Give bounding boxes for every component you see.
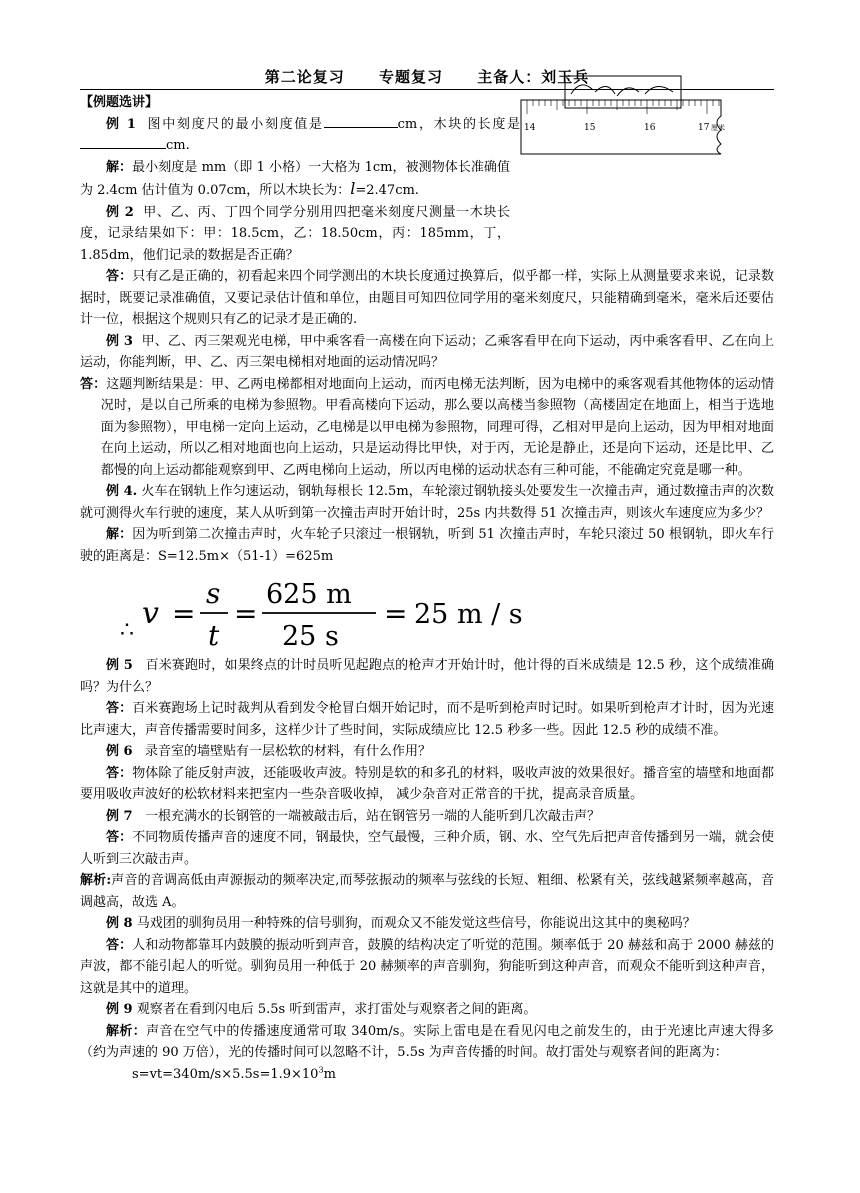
formula-eq1: =	[172, 597, 196, 630]
formula-s: s	[206, 577, 221, 610]
formula-t: t	[208, 619, 220, 652]
ex9-question: 例 9 观察者在看到闪电后 5.5s 听到雷声，求打雷处与观察者之间的距离。	[106, 1002, 537, 1017]
ex2-answer: 答：只有乙是正确的，初看起来四个同学测出的木块长度通过换算后，似乎都一样，实际上从测量要求来说，记录数据时，既要记录准确值，又要记录估计值和单位，由题目可知四位同学用的毫米刻度尺，只能精确到毫米，毫米后还要估计一位，根据这个规则只有乙的记录才是正确的.	[80, 269, 774, 327]
ex7-analysis: 解析:声音的音调高低由声源振动的频率决定,而琴弦振动的频率与弦线的长短、粗细、松紧有关，弦线越紧频率越高，音调越高，故选 A。	[80, 873, 774, 910]
header-part2: 专题复习	[378, 68, 443, 86]
ex5-answer: 答：百米赛跑场上记时裁判从看到发令枪冒白烟开始记时，而不是听到枪声时记时。如果听到枪声才计时，因为光速比声速大，声音传播需要时间多，这样少计了些时间，实际成绩应比 12.5 秒多一些。因此 12.5 秒的成绩不准。	[80, 701, 774, 738]
ex3-question: 例 3 甲、乙、丙三架观光电梯，甲中乘客看一高楼在向下运动；乙乘客看甲在向下运动，丙中乘客看甲、乙在向上运动，你能判断，甲、乙、丙三架电梯相对地面的运动情况吗？	[80, 333, 774, 370]
velocity-formula	[80, 567, 774, 655]
ex5-question: 例 5 百米赛跑时，如果终点的计时员听见起跑点的枪声才开始计时，他计得的百米成绩是 12.5 秒，这个成绩准确吗？为什么？	[80, 658, 774, 695]
therefore-sign: ∴	[120, 618, 134, 643]
ex8-answer: 答：人和动物都靠耳内鼓膜的振动听到声音，鼓膜的结构决定了听觉的范围。频率低于 20 赫兹和高于 2000 赫兹的声波，都不能引起人的听觉。驯狗员用一种低于 20 赫频率的声音驯狗，狗能听到这种声音，而观众不能听到这种声音，这就是其中的道理。	[80, 937, 774, 996]
ex6-question: 例 6 录音室的墙壁贴有一层松软的材料，有什么作用？	[106, 744, 431, 759]
ruler-unit: 厘米	[711, 124, 725, 132]
ex2-question: 例 2 甲、乙、丙、丁四个同学分别用四把毫米刻度尺测量一木块长度，记录结果如下：甲：18.5cm，乙：18.50cm，丙：185mm，丁，1.85dm，他们记录的数据是否正确？	[80, 204, 510, 263]
ex1-question: 例 1 图中刻度尺的最小刻度值是 cm，木块的长度是cm.	[80, 114, 520, 157]
ex8-question: 例 8 马戏团的驯狗员用一种特殊的信号驯狗，而观众又不能发觉这些信号，你能说出这其中的奥秘吗？	[106, 916, 696, 931]
tick-label-15: 15	[584, 123, 596, 133]
section-title: 【例题选讲】	[80, 95, 159, 110]
formula-den: 25 s	[282, 621, 339, 652]
ex1-label: 例 1	[106, 116, 136, 132]
ex4-answer: 解：因为听到第二次撞击声时，火车轮子只滚过一根钢轨，听到 51 次撞击声时，车轮只滚过 50 根钢轨，即火车行驶的距离是：S=12.5m×（51-1）=625m	[80, 527, 774, 564]
ex1-blank-1[interactable]	[324, 115, 398, 128]
ex7-answer: 答：不同物质传播声音的速度不同，钢最快，空气最慢，三种介质，钢、水、空气先后把声音传播到另一端，就会使人听到三次敲击声。	[80, 830, 774, 867]
formula-result: 25 m / s	[414, 599, 523, 630]
ex6-answer: 答：物体除了能反射声波，还能吸收声波。特别是软的和多孔的材料，吸收声波的效果很好。播音室的墙壁和地面都要用吸收声波好的松软材料来把室内一些杂音吸收掉， 减少杂音对正常音的干扰，提高录音质量。	[80, 765, 774, 802]
formula-eq2: =	[234, 597, 258, 630]
ex1-blank-2[interactable]	[80, 136, 166, 149]
ex4-question: 例 4. 火车在钢轨上作匀速运动，钢轨每根长 12.5m，车轮滚过钢轨接头处要发生一次撞击声，通过数撞击声的次数就可测得火车行驶的速度，某人从听到第一次撞击声时开始计时，25s 内共数得 51 次撞击声，则该火车速度应为多少？	[80, 484, 774, 521]
formula-num: 625 m	[266, 579, 352, 610]
formula-eq3: =	[384, 597, 408, 630]
header-part3: 主备人：刘玉兵	[477, 68, 590, 86]
ex7-question: 例 7 一根充满水的长钢管的一端被敲击后，站在钢管另一端的人能听到几次敲击声？	[106, 808, 600, 824]
tick-label-17: 17	[698, 123, 710, 133]
header-part1: 第二论复习	[264, 68, 345, 86]
ex9-answer: 解析：声音在空气中的传播速度通常可取 340m/s。实际上雷电是在看见闪电之前发生的，由于光速比声速大得多（约为声速的 90 万倍），光的传播时间可以忽略不计，5.5s 为声音传播的时间。故打雷处与观察者间的距离为：	[80, 1023, 774, 1060]
ex9-calc: $s=vt=340m/s\times 5.5s=1.9\times 10^3m$	[132, 1065, 336, 1082]
formula-v: v	[142, 596, 159, 631]
ex1-answer: 解：最小刻度是 mm（即 1 小格）一大格为 1cm，被测物体长准确值为 2.4cm 估计值为 0.07cm，所以木块长为：l=2.47cm.	[80, 159, 510, 198]
tick-label-14: 14	[524, 123, 536, 133]
ex3-answer: 答：这题判断结果是：甲、乙两电梯都相对地面向上运动，而丙电梯无法判断，因为电梯中的乘客观看其他物体的运动情况时，是以自己所乘的电梯为参照物。甲看高楼向下运动，那么要以高楼当参照物（高楼固定在地面上，相当于选地面为参照物），甲电梯一定向上运动，乙电梯是以甲电梯为参照物，同理可得，乙相对甲是向上运动，因为甲相对地面在向上运动，所以乙相对地面也向上运动，只是运动得比甲快，对于丙，无论是静止，还是向下运动，还是比甲、乙都慢的向上运动都能观察到甲、乙两电梯向上运动，所以丙电梯的运动状态有三种可能，不能确定究竟是哪一种。	[80, 376, 774, 478]
tick-label-16: 16	[644, 123, 656, 133]
